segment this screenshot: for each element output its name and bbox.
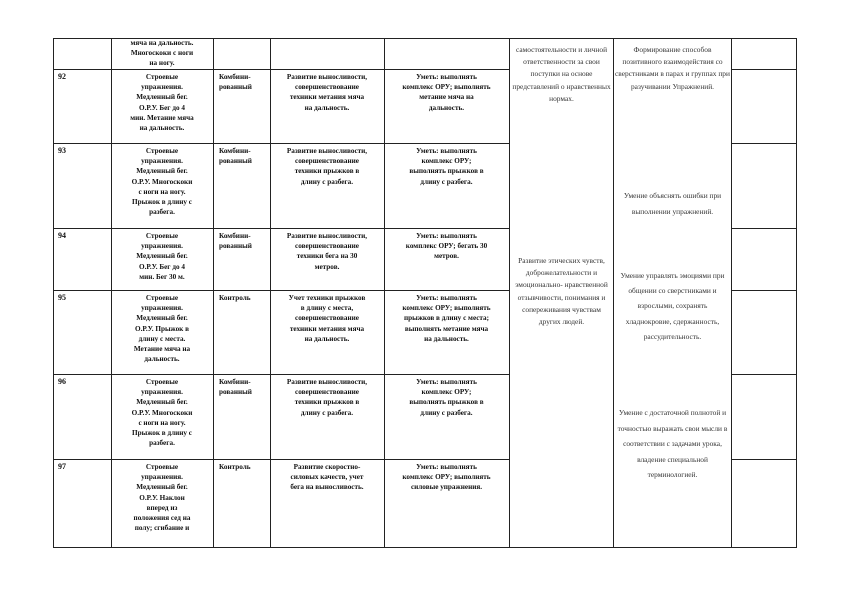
column-divider-personal <box>613 38 614 548</box>
row-separator <box>53 459 510 460</box>
lesson-number: 96 <box>58 377 66 386</box>
row-separator <box>731 69 797 70</box>
lesson-tasks: Развитие выносливости, совершенствование техники прыжков в длину с разбега. <box>286 378 368 417</box>
row-separator <box>731 143 797 144</box>
table-border-bottom <box>53 547 797 548</box>
lesson-type: Контроль <box>219 294 251 302</box>
continuation-content: мяча на дальность. Многоскоки с ноги на ногу. <box>130 39 194 68</box>
lesson-requirements: Уметь: выполнять комплекс ОРУ; выполнять силовые упражнения. <box>402 463 491 492</box>
row-separator <box>731 374 797 375</box>
lesson-tasks: Развитие выносливости, совершенствование техники метания мяча на дальность. <box>286 73 368 112</box>
lesson-content: Строевые упражнения. Медленный бег. О.Р.У. Наклон вперед из положения сед на полу; сгибание и <box>133 463 191 533</box>
lesson-number: 94 <box>58 231 66 240</box>
meta-results-block: Умение с достаточной полнотой и точностью выражать свои мысли в соответствии с задачами урока, владение специальной терминологией. <box>617 408 728 479</box>
lesson-number: 97 <box>58 462 66 471</box>
lesson-number: 95 <box>58 293 66 302</box>
lesson-tasks: Учет техники прыжков в длину с места, совершенствование техники метания мяча на дальность. <box>288 294 366 343</box>
row-separator <box>731 290 797 291</box>
lesson-content: Строевые упражнения. Медленный бег. О.Р.У. Многоскоки с ноги на ногу. Прыжок в длину с разбега. <box>131 378 193 448</box>
row-separator <box>53 228 510 229</box>
personal-results-block: Развитие этических чувств, доброжелательности и эмоционально- нравственной отзывчивости, понимания и сопереживания чувствам других людей. <box>515 256 608 327</box>
lesson-type: Контроль <box>219 463 251 471</box>
lesson-content: Строевые упражнения. Медленный бег. О.Р.У. Многоскоки с ноги на ногу. Прыжок в длину с разбега. <box>131 147 193 217</box>
personal-results-block: самостоятельности и личной ответственности за свои поступки на основе представлений о нравственных нормах. <box>512 45 611 103</box>
row-separator <box>731 228 797 229</box>
lesson-tasks: Развитие скоростно- силовых качеств, учет бега на выносливость. <box>290 463 364 492</box>
lesson-type: Комбини- рованный <box>219 232 252 251</box>
lesson-number: 93 <box>58 146 66 155</box>
lesson-number: 92 <box>58 72 66 81</box>
lesson-content: Строевые упражнения. Медленный бег. О.Р.У. Бег до 4 мин. Метание мяча на дальность. <box>130 73 194 133</box>
lesson-requirements: Уметь: выполнять комплекс ОРУ; выполнять прыжков в длину с разбега. <box>409 378 484 417</box>
lesson-requirements: Уметь: выполнять комплекс ОРУ; бегать 30 метров. <box>405 232 488 261</box>
row-separator <box>53 290 510 291</box>
lesson-requirements: Уметь: выполнять комплекс ОРУ; выполнять прыжков в длину с места; выполнять метание мяча на дальность. <box>402 294 491 343</box>
meta-results-block: Умение управлять эмоциями при общении со сверстниками и взрослыми, сохранять хладнокровие, сдержанность, рассудительность. <box>620 271 725 341</box>
lesson-type: Комбини- рованный <box>219 73 252 92</box>
lesson-tasks: Развитие выносливости, совершенствование техники прыжков в длину с разбега. <box>286 147 368 186</box>
lesson-type: Комбини- рованный <box>219 147 252 166</box>
row-separator <box>53 143 510 144</box>
lesson-content: Строевые упражнения. Медленный бег. О.Р.У. Бег до 4 мин. Бег 30 м. <box>136 232 188 281</box>
table-border-right <box>796 38 797 548</box>
row-separator <box>53 374 510 375</box>
lesson-content: Строевые упражнения. Медленный бег. О.Р.У. Прыжок в длину с места. Метание мяча на дальность. <box>133 294 191 364</box>
column-divider-content <box>213 38 214 548</box>
row-separator <box>53 69 510 70</box>
table-border-left <box>53 38 54 548</box>
lesson-requirements: Уметь: выполнять комплекс ОРУ; выполнять прыжков в длину с разбега. <box>409 147 484 186</box>
meta-results-block: Умение объяснять ошибки при выполнении упражнений. <box>623 191 722 216</box>
meta-results-block: Формирование способов позитивного взаимодействия со сверстниками в парах и группах при разучивании Упражнений. <box>615 45 730 91</box>
lesson-requirements: Уметь: выполнять комплекс ОРУ; выполнять метание мяча на дальность. <box>402 73 491 112</box>
row-separator <box>731 459 797 460</box>
lesson-tasks: Развитие выносливости, совершенствование техники бега на 30 метров. <box>286 232 368 271</box>
column-divider-meta <box>731 38 732 548</box>
column-divider-requirements <box>509 38 510 548</box>
lesson-type: Комбини- рованный <box>219 378 252 397</box>
